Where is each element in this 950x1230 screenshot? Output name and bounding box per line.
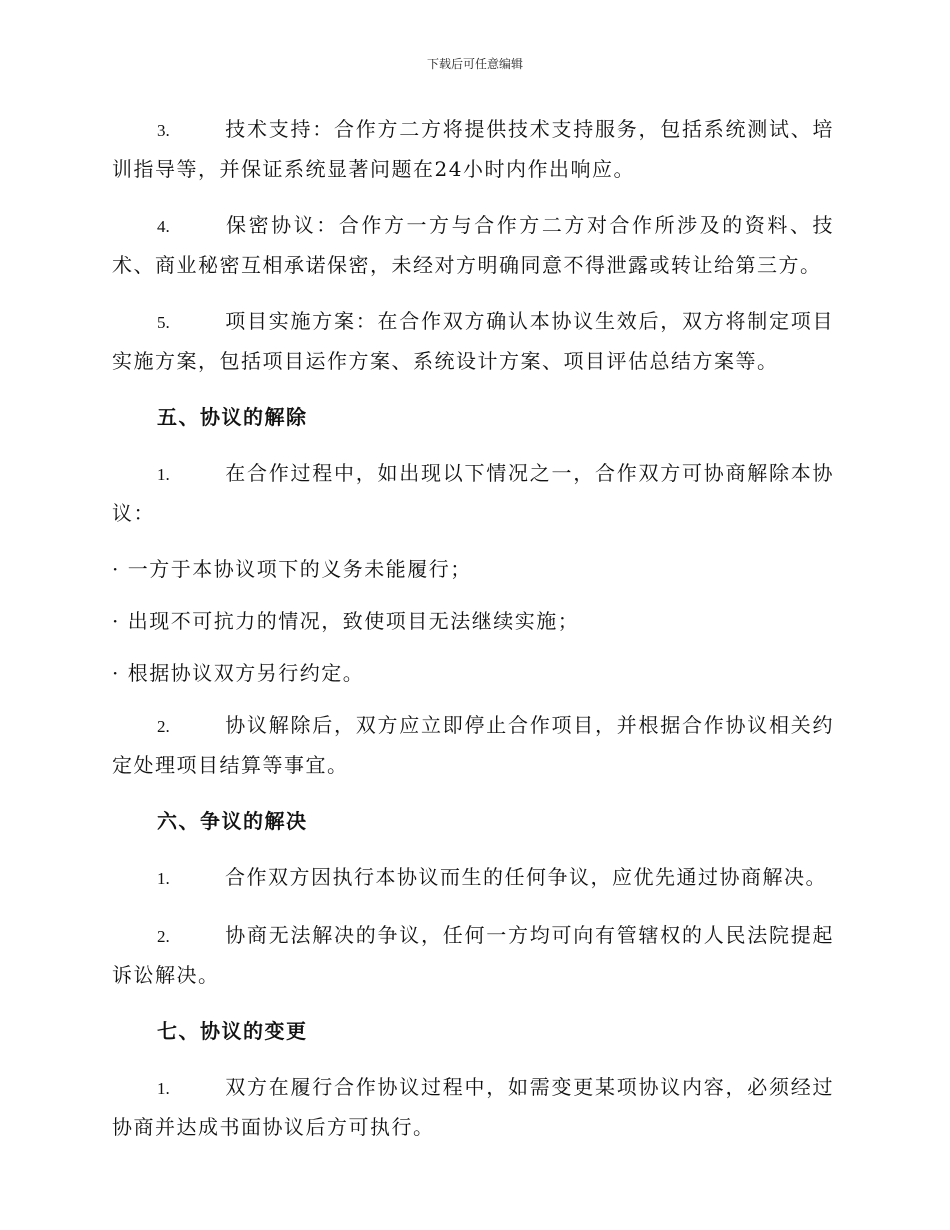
document-body xyxy=(112,110,834,1164)
clause-text: 保密协议：合作方一方与合作方二方对合作所涉及的资料、技术、商业秘密互相承诺保密，未经对方明确同意不得泄露或转让给第三方。 xyxy=(112,213,834,277)
clause-confidentiality xyxy=(112,206,834,284)
header-note: 下载后可任意编辑 xyxy=(426,57,523,71)
list-item: · 一方于本协议项下的义务未能履行； xyxy=(112,557,472,581)
clause-amendment xyxy=(112,1068,834,1146)
clause-number: 3. xyxy=(157,121,170,140)
clause-text: 双方在履行合作协议过程中，如需变更某项协议内容，必须经过协商并达成书面协议后方可执行。 xyxy=(112,1075,834,1139)
clause-text: 合作双方因执行本协议而生的任何争议，应优先通过协商解决。 xyxy=(225,865,827,889)
clause-number: 5. xyxy=(157,313,170,332)
clause-number: 4. xyxy=(157,217,170,236)
clause-text: 在合作过程中，如出现以下情况之一，合作双方可协商解除本协议： xyxy=(112,461,834,525)
clause-number: 1. xyxy=(157,1079,170,1098)
clause-number: 2. xyxy=(157,717,170,736)
clause-text: 协议解除后，双方应立即停止合作项目，并根据合作协议相关约定处理项目结算等事宜。 xyxy=(112,713,834,777)
clause-number: 2. xyxy=(157,927,170,946)
section-heading-amendment: 七、协议的变更 xyxy=(157,1019,308,1043)
clause-implementation-plan xyxy=(112,302,834,380)
list-item: · 根据协议双方另行约定。 xyxy=(112,661,365,685)
clause-text: 技术支持：合作方二方将提供技术支持服务，包括系统测试、培训指导等，并保证系统显著问题在24小时内作出响应。 xyxy=(112,117,834,181)
clause-tech-support xyxy=(112,110,834,188)
clause-dispute-negotiation xyxy=(112,858,834,898)
clause-after-termination xyxy=(112,706,834,784)
section-heading-disputes: 六、争议的解决 xyxy=(157,809,308,833)
list-item: · 出现不可抗力的情况，致使项目无法继续实施； xyxy=(112,609,580,633)
clause-number: 1. xyxy=(157,869,170,888)
clause-dispute-litigation xyxy=(112,916,834,994)
section-heading-termination: 五、协议的解除 xyxy=(157,405,308,429)
clause-text: 项目实施方案：在合作双方确认本协议生效后，双方将制定项目实施方案，包括项目运作方案、系统设计方案、项目评估总结方案等。 xyxy=(112,309,834,373)
clause-number: 1. xyxy=(157,465,170,484)
clause-termination-conditions xyxy=(112,454,834,532)
clause-text: 协商无法解决的争议，任何一方均可向有管辖权的人民法院提起诉讼解决。 xyxy=(112,923,834,987)
